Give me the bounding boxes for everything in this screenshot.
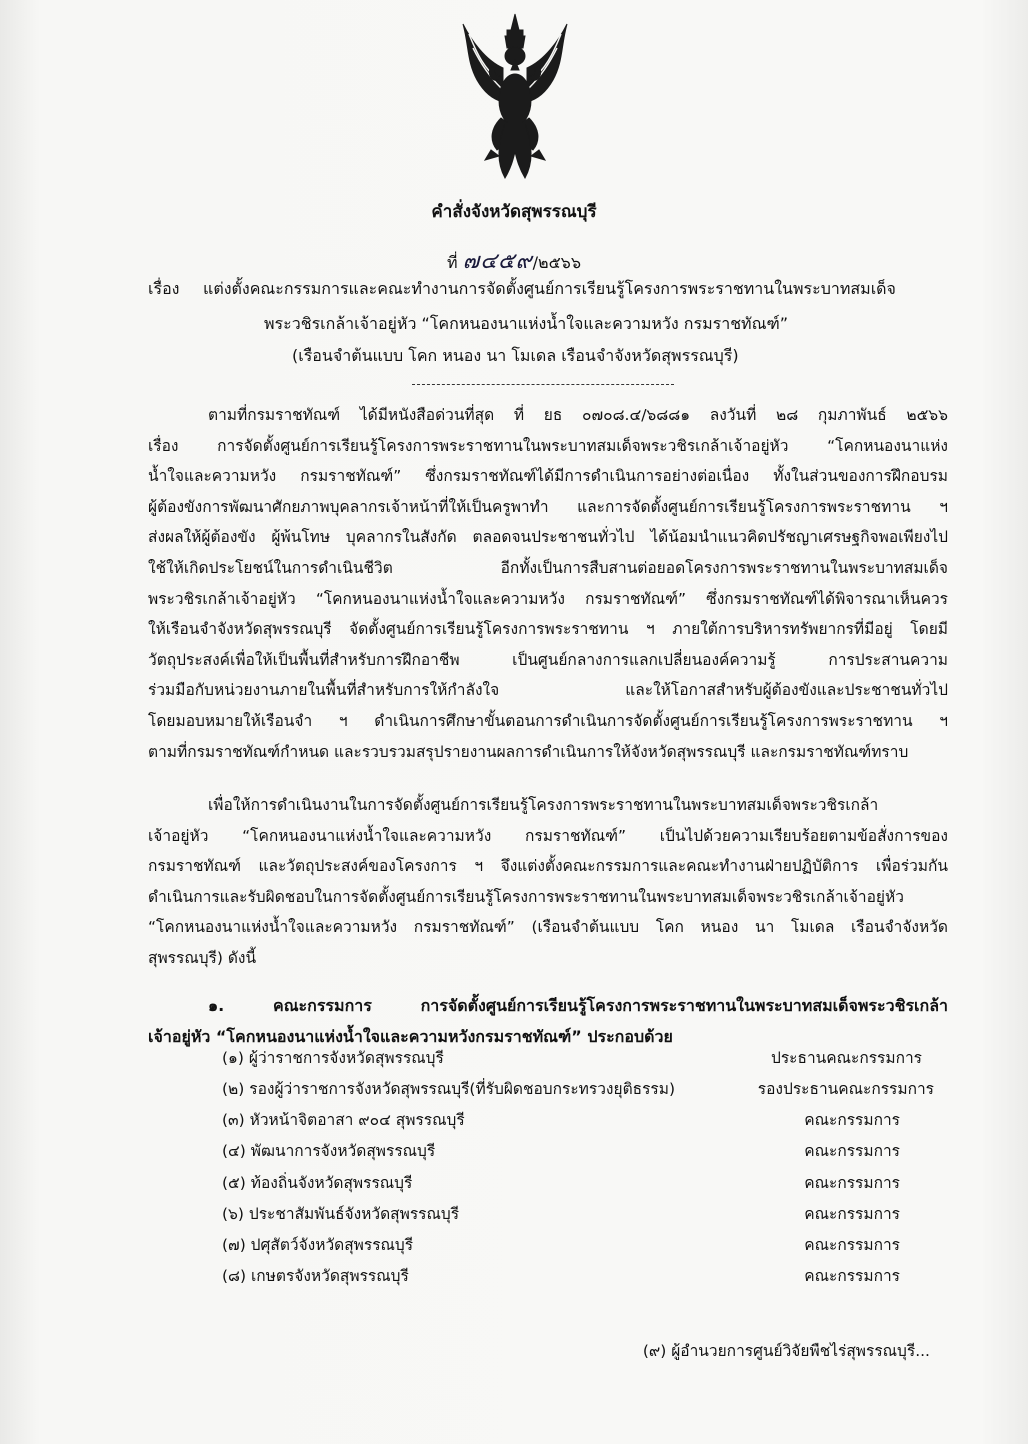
paragraph-line: ร่วมมือกับหน่วยงานภายในพื้นที่สำหรับการให้กำลังใจ และให้โอกาสสำหรับผู้ต้องขังและประชาชนทั่วไป — [148, 681, 948, 700]
member-name: (๒) รองผู้ว่าราชการจังหวัดสุพรรณบุรี(ที่รับผิดชอบกระทรวงยุติธรรม) — [222, 1080, 676, 1098]
paragraph-line: เจ้าอยู่หัว “โคกหนองนาแห่งน้ำใจและความหวัง กรมราชทัณฑ์” เป็นไปด้วยความเรียบร้อยตามข้อสั่งการของ — [148, 826, 948, 845]
paragraph-line: ตามที่กรมราชทัณฑ์ ได้มีหนังสือด่วนที่สุด ที่ ยธ ๐๗๐๘.๔/๖๘๘๑ ลงวันที่ ๒๘ กุมภาพันธ์ ๒๕๖๖ — [208, 406, 948, 424]
member-name: (๓) หัวหน้าจิตอาสา ๙๐๔ สุพรรณบุรี — [222, 1111, 465, 1129]
paragraph-line: ผู้ต้องขังการพัฒนาศักยภาพบุคลากรเจ้าหน้าที่ให้เป็นครูพาทำ และการจัดตั้งศูนย์การเรียนรู้โครงการพระราชทาน ฯ — [148, 497, 948, 516]
section-1-heading — [148, 990, 948, 1052]
member-name: (๕) ท้องถิ่นจังหวัดสุพรรณบุรี — [222, 1174, 413, 1192]
member-role: คณะกรรมการ — [804, 1111, 900, 1129]
section-line: เจ้าอยู่หัว “โคกหนองนาแห่งน้ำใจและความหวังกรมราชทัณฑ์” ประกอบด้วย — [148, 1027, 673, 1046]
member-row — [222, 1076, 934, 1106]
continuation-note: (๙) ผู้อำนวยการศูนย์วิจัยพืชไร่สุพรรณบุรี... — [642, 1342, 930, 1360]
subject-line: (เรือนจำต้นแบบ โคก หนอง นา โมเดล เรือนจำจังหวัดสุพรรณบุรี) — [292, 346, 739, 365]
member-row — [222, 1170, 934, 1200]
separator-line — [412, 384, 674, 385]
paragraph-line: กรมราชทัณฑ์ และวัตถุประสงค์ของโครงการ ฯ จึงแต่งตั้งคณะกรรมการและคณะทำงานฝ่ายปฏิบัติการ เพื่อร่วมกัน — [148, 857, 948, 876]
number-suffix: /๒๕๖๖ — [532, 253, 581, 272]
member-role: คณะกรรมการ — [804, 1174, 900, 1192]
paragraph-line: สุพรรณบุรี) ดังนี้ — [148, 948, 257, 967]
paragraph-line: วัตถุประสงค์เพื่อให้เป็นพื้นที่สำหรับการฝึกอาชีพ เป็นศูนย์กลางการแลกเปลี่ยนองค์ความรู้ การประสานความ — [148, 650, 948, 669]
member-row — [222, 1138, 934, 1168]
paragraph-line: ตามที่กรมราชทัณฑ์กำหนด และรวบรวมสรุปรายงานผลการดำเนินการให้จังหวัดสุพรรณบุรี และกรมราชทัณฑ์ทราบ — [148, 742, 909, 761]
section-line: ๑. คณะกรรมการ การจัดตั้งศูนย์การเรียนรู้โครงการพระราชทานในพระบาทสมเด็จพระวชิรเกล้า — [208, 996, 948, 1015]
member-row — [222, 1263, 934, 1293]
member-role: คณะกรรมการ — [804, 1142, 900, 1160]
member-name: (๘) เกษตรจังหวัดสุพรรณบุรี — [222, 1267, 409, 1285]
member-row — [222, 1232, 934, 1262]
document-number — [0, 243, 1028, 278]
paragraph-line: ส่งผลให้ผู้ต้องขัง ผู้พ้นโทษ บุคลากรในสังกัด ตลอดจนประชาชนทั่วไป ได้น้อมนำแนวคิดปรัชญาเศรษฐกิจพอเพียงไป — [148, 528, 948, 547]
member-role: คณะกรรมการ — [804, 1267, 900, 1285]
paragraph-line: เรื่อง การจัดตั้งศูนย์การเรียนรู้โครงการพระราชทานในพระบาทสมเด็จพระวชิรเกล้าเจ้าอยู่หัว “โคกหนองนาแห่ง — [148, 436, 948, 455]
paragraph-line: เพื่อให้การดำเนินงานในการจัดตั้งศูนย์การเรียนรู้โครงการพระราชทานในพระบาทสมเด็จพระวชิรเกล้า — [208, 796, 879, 814]
member-name: (๔) พัฒนาการจังหวัดสุพรรณบุรี — [222, 1142, 436, 1160]
document-title: คำสั่งจังหวัดสุพรรณบุรี — [431, 202, 597, 222]
member-role: คณะกรรมการ — [804, 1236, 900, 1254]
paragraph-line: “โคกหนองนาแห่งน้ำใจและความหวัง กรมราชทัณฑ์” (เรือนจำต้นแบบ โคก หนอง นา โมเดล เรือนจำจังหวัด — [148, 918, 948, 937]
member-name: (๗) ปศุสัตว์จังหวัดสุพรรณบุรี — [222, 1236, 414, 1254]
member-row — [222, 1201, 934, 1231]
subject-label: เรื่อง — [148, 279, 180, 298]
member-row — [222, 1107, 934, 1137]
paragraph-line: พระวชิรเกล้าเจ้าอยู่หัว “โคกหนองนาแห่งน้ำใจและความหวัง กรมราชทัณฑ์” ซึ่งกรมราชทัณฑ์ได้พิจารณาเห็นควร — [148, 589, 948, 608]
subject-line: พระวชิรเกล้าเจ้าอยู่หัว “โคกหนองนาแห่งน้ำใจและความหวัง กรมราชทัณฑ์” — [264, 314, 789, 333]
paragraph-line: น้ำใจและความหวัง กรมราชทัณฑ์” ซึ่งกรมราชทัณฑ์ได้มีการดำเนินการอย่างต่อเนื่อง ทั้งในส่วนของการฝึกอบรม — [148, 467, 948, 486]
paragraph-intro — [148, 400, 948, 767]
paragraph-line: ดำเนินการและรับผิดชอบในการจัดตั้งศูนย์การเรียนรู้โครงการพระราชทานในพระบาทสมเด็จพระวชิรเกล้าเจ้าอยู่หัว — [148, 887, 904, 906]
garuda-emblem-icon — [455, 10, 575, 190]
paragraph-line: ใช้ให้เกิดประโยชน์ในการดำเนินชีวิต อีกทั้งเป็นการสืบสานต่อยอดโครงการพระราชทานในพระบาทสมเด็จ — [148, 558, 948, 577]
number-handwritten: ๗๔๕๙ — [462, 249, 533, 274]
member-role: คณะกรรมการ — [804, 1205, 900, 1223]
member-role: ประธานคณะกรรมการ — [771, 1049, 922, 1067]
member-role: รองประธานคณะกรรมการ — [757, 1080, 934, 1098]
paragraph-line: โดยมอบหมายให้เรือนจำ ฯ ดำเนินการศึกษาขั้นตอนการดำเนินการจัดตั้งศูนย์การเรียนรู้โครงการพระราชทาน ฯ — [148, 711, 948, 730]
number-prefix: ที่ — [447, 253, 458, 272]
paragraph-purpose — [148, 790, 948, 974]
member-name: (๖) ประชาสัมพันธ์จังหวัดสุพรรณบุรี — [222, 1205, 460, 1223]
subject-line: แต่งตั้งคณะกรรมการและคณะทำงานการจัดตั้งศูนย์การเรียนรู้โครงการพระราชทานในพระบาทสมเด็จ — [203, 279, 896, 298]
member-row — [222, 1045, 934, 1075]
paragraph-line: ให้เรือนจำจังหวัดสุพรรณบุรี จัดตั้งศูนย์การเรียนรู้โครงการพระราชทาน ฯ ภายใต้การบริหารทรัพยากรที่มีอยู่ โดยมี — [148, 620, 948, 639]
member-name: (๑) ผู้ว่าราชการจังหวัดสุพรรณบุรี — [222, 1049, 444, 1067]
